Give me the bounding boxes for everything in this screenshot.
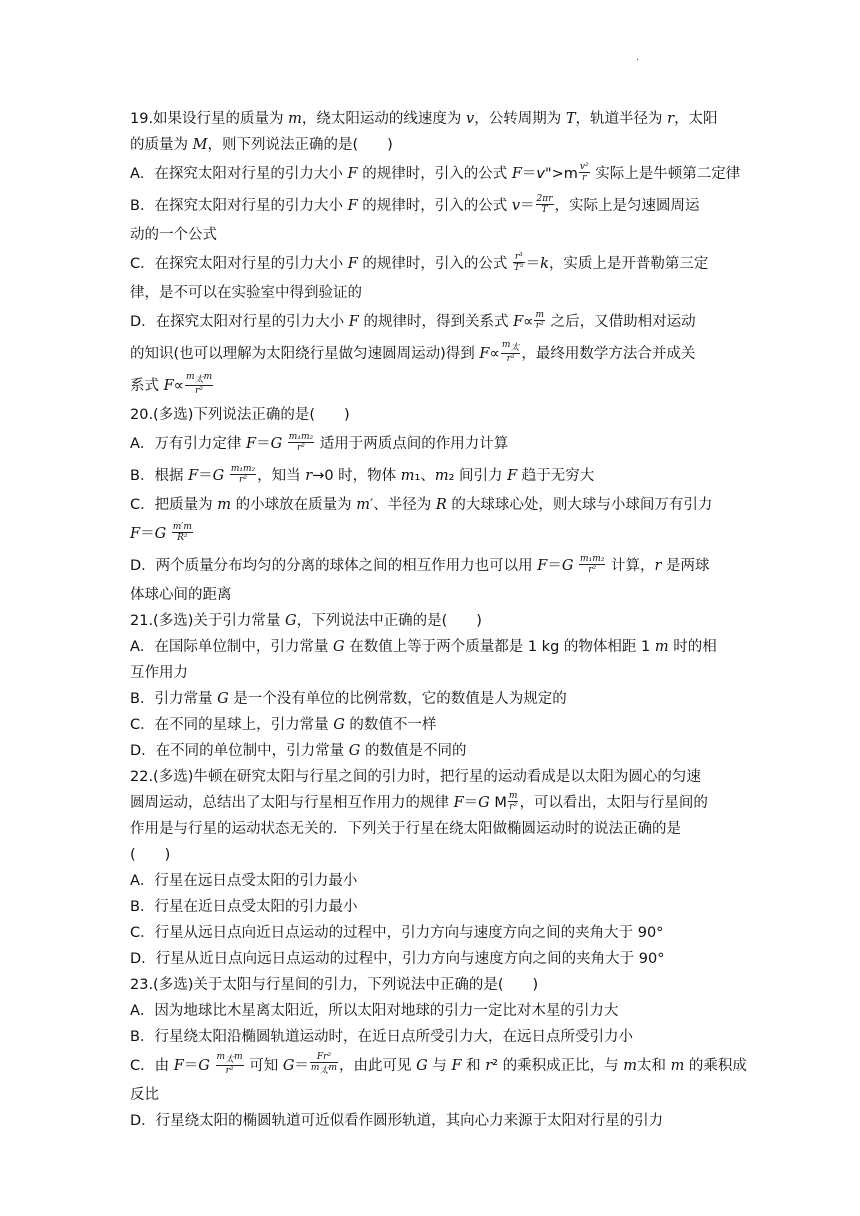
question-stem-line: ( ) <box>130 847 171 863</box>
option-line: D．在不同的单位制中，引力常量 G 的数值是不同的 <box>130 743 467 759</box>
option-line: 体球心间的距离 <box>130 587 232 603</box>
option-line: B．根据 F＝G $\frac{\text{m₁m₂}}{\text{r²}}$ ，知当 r→0 时，物体 m₁、m₂ 间引力 F 趋于无穷大 <box>130 463 595 485</box>
option-A <box>130 998 734 1024</box>
option-line: B．在探究太阳对行星的引力大小 F 的规律时，引入的公式 v＝ $\frac{2\pi r}{T}$ ，实际上是匀速圆周运 <box>130 193 700 215</box>
fraction: $\frac{m_太}{\text{r²}}$ <box>501 340 520 364</box>
question-21 <box>130 608 734 764</box>
option-line: B．行星绕太阳沿椭圆轨道运动时，在近日点所受引力大，在远日点所受引力小 <box>130 1029 633 1045</box>
option-line: 互作用力 <box>130 665 188 681</box>
option-line: A．行星在远日点受太阳的引力最小 <box>130 873 358 889</box>
option-A <box>130 868 734 894</box>
fraction: $\frac{m}{\text{r²}}$ <box>508 790 518 812</box>
option-line: 动的一个公式 <box>130 227 217 243</box>
fraction: $\frac{\text{m₁m₂}}{\text{r²}}$ <box>288 431 314 453</box>
option-C <box>130 1050 747 1108</box>
option-line: A．在国际单位制中，引力常量 G 在数值上等于两个质量都是 1 kg 的物体相距 1 m 时的相 <box>130 639 717 655</box>
option-D <box>130 550 734 608</box>
option-B <box>130 686 734 712</box>
option-line: D．行星从近日点向远日点运动的过程中，引力方向与速度方向之间的夹角大于 90° <box>130 951 665 967</box>
fraction: $\frac{m_太m}{\text{r²}}$ <box>216 1052 243 1076</box>
question-20 <box>130 402 734 608</box>
question-stem-line: 19.如果设行星的质量为 m，绕太阳运动的线速度为 v，公转周期为 T，轨道半径为 r，太阳 <box>130 111 718 127</box>
question-23 <box>130 972 747 1134</box>
option-line: C．在不同的星球上，引力常量 G 的数值不一样 <box>130 717 437 733</box>
option-line: B．行星在近日点受太阳的引力最小 <box>130 899 358 915</box>
fraction: $\frac{\text{v²}}{r}$ <box>579 161 589 183</box>
question-stem-line: 的质量为 M，则下列说法正确的是( ) <box>130 137 393 153</box>
question-stem-line: 作用是与行星的运动状态无关的．下列关于行星在绕太阳做椭圆运动时的说法正确的是 <box>130 821 681 837</box>
option-line: A．在探究太阳对行星的引力大小 F 的规律时，引入的公式 F＝v">m $\frac{\text{v²}}{r}$ 实际上是牛顿第二定律 <box>130 161 741 183</box>
option-C <box>130 248 734 306</box>
fraction: $\frac{2\pi r}{T}$ <box>536 193 553 215</box>
option-line: C．行星从远日点向近日点运动的过程中，引力方向与速度方向之间的夹角大于 90° <box>130 925 664 941</box>
option-C <box>130 920 734 946</box>
option-line: D．行星绕太阳的椭圆轨道可近似看作圆形轨道，其向心力来源于太阳对行星的引力 <box>130 1113 664 1129</box>
option-line: 系式 F∝ $\frac{m_太m}{\text{r²}}$ <box>130 372 213 396</box>
question-19 <box>130 106 741 402</box>
option-D <box>130 306 734 402</box>
option-line: C．由 F＝G $\frac{m_太m}{\text{r²}}$ 可知 G＝ $\frac{\text{Fr²}}{m_太m}$ ，由此可见 G 与 F 和 r² 的乘积成正比，与 m太和 m 的乘积成 <box>130 1052 747 1076</box>
question-22 <box>130 764 734 972</box>
page-marker: . <box>636 52 640 63</box>
option-C <box>130 492 734 550</box>
option-D <box>130 738 734 764</box>
fraction: $\frac{\text{Fr²}}{m_太m}$ <box>310 1052 338 1076</box>
option-line: 的知识(也可以理解为太阳绕行星做匀速圆周运动)得到 F∝ $\frac{m_太}{\text{r²}}$ ，最终用数学方法合并成关 <box>130 340 696 364</box>
option-line: D．两个质量分布均匀的分离的球体之间的相互作用力也可以用 F＝G $\frac{\text{m₁m₂}}{\text{r²}}$ 计算，r 是两球 <box>130 553 710 575</box>
option-B <box>130 460 734 492</box>
option-A <box>130 634 734 686</box>
option-A <box>130 428 734 460</box>
question-stem-line: 22.(多选)牛顿在研究太阳与行星之间的引力时，把行星的运动看成是以太阳为圆心的匀速 <box>130 769 701 785</box>
option-line: D．在探究太阳对行星的引力大小 F 的规律时，得到关系式 F∝ $\frac{m}{\text{r²}}$ 之后，又借助相对运动 <box>130 309 696 331</box>
option-line: C．在探究太阳对行星的引力大小 F 的规律时，引入的公式 $\frac{\text{r³}}{\text{T²}}$ ＝k，实质上是开普勒第三定 <box>130 251 709 273</box>
option-line: 反比 <box>130 1087 159 1103</box>
option-B <box>130 894 734 920</box>
option-line: A．因为地球比木星离太阳近，所以太阳对地球的引力一定比对木星的引力大 <box>130 1003 619 1019</box>
question-stem-line: 21.(多选)关于引力常量 G，下列说法中正确的是( ) <box>130 613 482 629</box>
option-A <box>130 158 741 190</box>
question-stem-line: 圆周运动，总结出了太阳与行星相互作用力的规律 F＝G M $\frac{m}{\text{r²}}$ ，可以看出，太阳与行星间的 <box>130 790 708 812</box>
option-line: A．万有引力定律 F＝G $\frac{\text{m₁m₂}}{\text{r²}}$ 适用于两质点间的作用力计算 <box>130 431 509 453</box>
option-line: C．把质量为 m 的小球放在质量为 m′、半径为 R 的大球球心处，则大球与小球间万有引力 <box>130 497 713 513</box>
option-B <box>130 1024 734 1050</box>
option-line: F＝G $\frac{m'm}{\text{R²}}$ <box>130 521 192 543</box>
option-line: 律，是不可以在实验室中得到验证的 <box>130 285 362 301</box>
fraction: $\frac{m'm}{\text{R²}}$ <box>172 521 192 543</box>
question-stem-line: 20.(多选)下列说法正确的是( ) <box>130 407 350 423</box>
option-C <box>130 712 734 738</box>
question-stem-line: 23.(多选)关于太阳与行星间的引力，下列说法中正确的是( ) <box>130 977 539 993</box>
fraction: $\frac{m_太m}{\text{r²}}$ <box>186 372 213 396</box>
option-D <box>130 1108 734 1134</box>
option-B <box>130 190 734 248</box>
fraction: $\frac{m}{\text{r²}}$ <box>535 309 545 331</box>
question-list <box>130 106 747 1134</box>
fraction: $\frac{\text{r³}}{\text{T²}}$ <box>514 251 524 273</box>
fraction: $\frac{\text{m₁m₂}}{\text{r²}}$ <box>580 553 605 575</box>
fraction: $\frac{\text{m₁m₂}}{\text{r²}}$ <box>230 463 256 485</box>
option-line: B．引力常量 G 是一个没有单位的比例常数，它的数值是人为规定的 <box>130 691 567 707</box>
option-D <box>130 946 734 972</box>
